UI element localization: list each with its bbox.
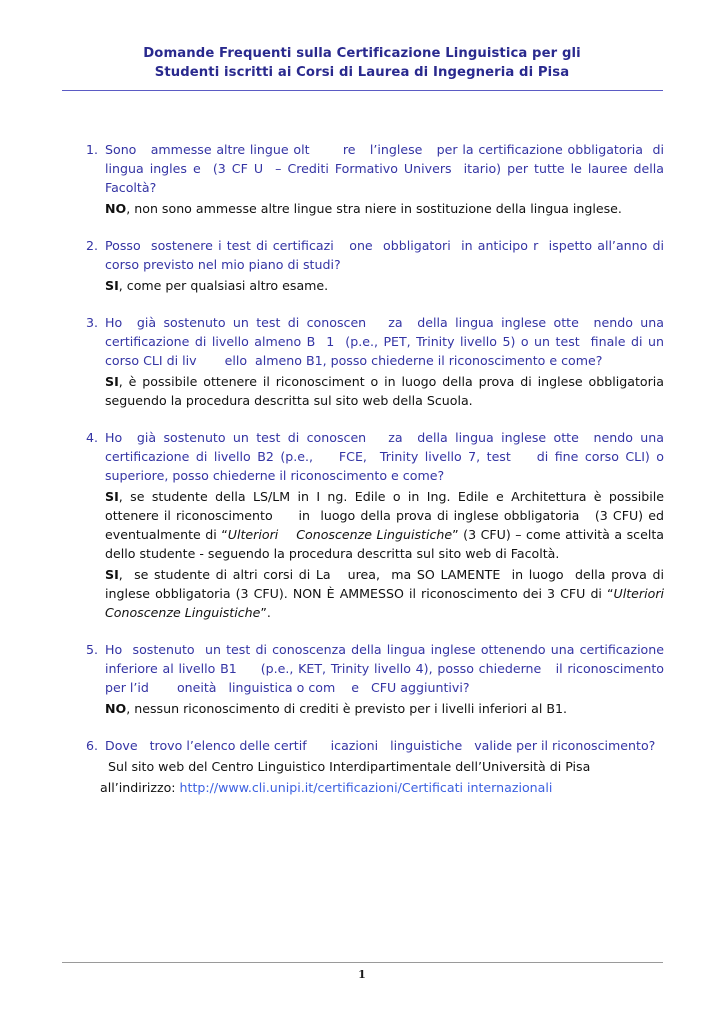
faq-item-1 — [86, 140, 669, 218]
faq-item-3 — [86, 313, 673, 410]
answer-lead-3: SI — [105, 374, 119, 389]
answer-body-2: , come per qualsiasi altro esame. — [118, 278, 329, 293]
answer-body-4b: , se studente di altri corsi di La urea, ma SO LAMENTE in luogo della prova di inglese obbligatoria (3 CFU). NON È AMMESSO il riconoscimento dei 3 CFU di “ — [105, 567, 669, 601]
answer-text-1 — [105, 199, 664, 218]
question-text-5: Ho sostenuto un test di conoscenza della lingua inglese ottenendo una certificazione inferiore al livello B1 (p.e., KET, Trinity livello 4), posso chiederne il riconoscimento per l’id oneità linguistica o com e CFU aggiuntivi? — [105, 642, 673, 695]
question-row-1 — [86, 140, 669, 197]
answer-text-3 — [105, 372, 669, 410]
question-number-3: 3. — [86, 315, 99, 330]
page-title-line-1: Domande Frequenti sulla Certificazione Linguistica per gli — [143, 46, 581, 61]
question-row-6 — [86, 736, 664, 755]
answer-italic-4b: Ulteriori Conoscenze Linguistiche — [105, 586, 669, 620]
answer-body-3: , è possibile ottenere il riconosciment o in luogo della prova di inglese obbligatoria seguendo la procedura descritta sul sito web della Scuola. — [105, 374, 669, 408]
question-number-4: 4. — [86, 430, 99, 445]
document-header — [62, 44, 662, 82]
answer-italic-4a: Ulteriori Conoscenze Linguistiche — [227, 527, 453, 542]
answer-text-2 — [105, 276, 664, 295]
answer-text-4b — [105, 565, 669, 622]
question-row-4 — [86, 428, 673, 485]
certifications-list-link[interactable]: http://www.cli.unipi.it/certificazioni/Certificati internazionali — [179, 780, 553, 795]
answer-body-4a: , se studente della LS/LM in I ng. Edile o in Ing. Edile e Architettura è possibile ottenere il riconoscimento in luogo della prova di inglese obbligatoria (3 CFU) ed eventualmente di “ — [105, 489, 673, 542]
question-number-1: 1. — [86, 142, 99, 157]
answer-body-4b-cont: ”. — [260, 605, 271, 620]
question-number-2: 2. — [86, 238, 99, 253]
header-divider — [62, 90, 663, 91]
answer-lead-5: NO — [105, 701, 127, 716]
page-number: 1 — [358, 968, 366, 981]
question-row-2 — [86, 236, 669, 274]
answer-text-6: Sul sito web del Centro Linguistico Interdipartimentale dell’Università di Pisa — [108, 759, 591, 774]
faq-item-2 — [86, 236, 669, 295]
answer-body-5: , nessun riconoscimento di crediti è previsto per i livelli inferiori al B1. — [126, 701, 567, 716]
answer-link-row-6 — [100, 778, 664, 797]
faq-item-6 — [86, 736, 664, 797]
answer-body-1: , non sono ammesse altre lingue stra niere in sostituzione della lingua inglese. — [126, 201, 622, 216]
answer-lead-1: NO — [105, 201, 127, 216]
answer-link-prefix-6: all’indirizzo: — [100, 780, 180, 795]
answer-text-5 — [105, 699, 664, 718]
question-text-3: Ho già sostenuto un test di conoscen za della lingua inglese otte nendo una certificazione di livello almeno B 1 (p.e., PET, Trinity livello 5) o un test finale di un corso CLI di liv ello almeno B1, posso chiederne il riconoscimento e come? — [105, 315, 673, 368]
page-title-line-2: Studenti iscritti ai Corsi di Laurea di Ingegneria di Pisa — [154, 65, 570, 80]
answer-lead-4b: SI — [105, 567, 119, 582]
footer-divider — [62, 962, 663, 963]
answer-lead-4a: SI — [105, 489, 119, 504]
question-number-6: 6. — [86, 738, 99, 753]
faq-list — [86, 140, 673, 797]
answer-body-4a-cont: ” (3 CFU) – come attività a scelta dello studente - seguendo la procedura descritta sul sito web di Facoltà. — [105, 527, 669, 561]
page-title — [62, 44, 662, 82]
answer-text-4a — [105, 487, 673, 563]
question-text-1: Sono ammesse altre lingue olt re l’inglese per la certificazione obbligatoria di lingua ingles e (3 CF U – Crediti Formativo Univers itario) per tutte le lauree della Facoltà? — [105, 142, 669, 195]
question-text-6: Dove trovo l’elenco delle certif icazioni linguistiche valide per il riconoscimento? — [105, 738, 656, 753]
answer-lead-2: SI — [105, 278, 119, 293]
question-number-5: 5. — [86, 642, 99, 657]
faq-item-4 — [86, 428, 673, 622]
question-row-3 — [86, 313, 673, 370]
faq-item-5 — [86, 640, 673, 718]
question-text-4: Ho già sostenuto un test di conoscen za della lingua inglese otte nendo una certificazione di livello B2 (p.e., FCE, Trinity livello 7, test di fine corso CLI) o superiore, posso chiederne il riconoscimento e come? — [105, 430, 673, 483]
question-text-2: Posso sostenere i test di certificazi one obbligatori in anticipo r ispetto all’anno di corso previsto nel mio piano di studi? — [105, 238, 669, 272]
question-row-5 — [86, 640, 673, 697]
